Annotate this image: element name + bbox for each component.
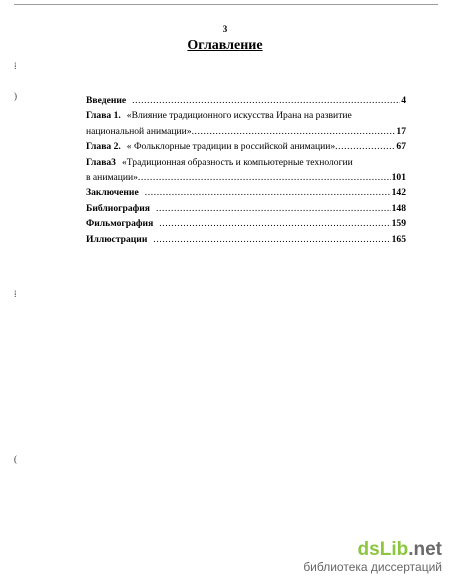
- toc-text: «Влияние традиционного искусства Ирана на развитие: [126, 110, 352, 122]
- toc-page-number: 165: [391, 233, 406, 245]
- toc-leader-dots: [335, 139, 395, 154]
- toc-label: Введение: [86, 95, 127, 106]
- toc-label: Глава 2.: [86, 141, 121, 153]
- toc-label: Фильмография: [86, 218, 154, 230]
- toc-leader-dots: [132, 93, 400, 108]
- toc-text: «Традиционная образность и компьютерные технологии: [121, 156, 353, 168]
- dslib-watermark[interactable]: [303, 540, 442, 574]
- toc-leader-dots: [159, 216, 390, 231]
- scan-artifact: ⁞: [14, 289, 17, 299]
- logo-subtitle: библиотека диссертаций: [303, 560, 442, 574]
- page-number: 3: [222, 24, 228, 34]
- table-of-contents: [86, 93, 406, 247]
- toc-entry-illustrations[interactable]: [86, 232, 406, 247]
- toc-entry-chapter-3-cont[interactable]: [86, 170, 406, 185]
- toc-page-number: 148: [391, 202, 406, 214]
- toc-entry-chapter-3[interactable]: [86, 155, 406, 170]
- logo-main: dsLib: [357, 539, 409, 560]
- toc-leader-dots: [145, 185, 391, 200]
- toc-label: Библиография: [86, 202, 150, 214]
- dslib-logo: [303, 540, 442, 560]
- toc-leader-dots: [138, 170, 391, 185]
- toc-text: национальной анимации»: [86, 125, 192, 137]
- scan-artifact: ⁞: [14, 61, 17, 71]
- scan-artifact: ): [14, 91, 17, 101]
- toc-label: Заключение: [86, 187, 139, 199]
- toc-entry-chapter-2[interactable]: [86, 139, 406, 154]
- toc-leader-dots: [156, 201, 391, 216]
- toc-page-number: 101: [391, 172, 406, 184]
- scan-artifact: (: [14, 454, 17, 464]
- toc-label: Глава 1.: [86, 110, 121, 122]
- logo-tld: .net: [408, 539, 442, 560]
- page-title: Оглавление: [187, 38, 263, 53]
- toc-entry-filmography[interactable]: [86, 216, 406, 231]
- toc-entry-bibliography[interactable]: [86, 201, 406, 216]
- toc-page-number: 159: [391, 218, 406, 230]
- toc-page-number: 4: [401, 95, 406, 106]
- toc-page-number: 17: [396, 125, 406, 137]
- toc-entry-chapter-1[interactable]: [86, 108, 406, 123]
- toc-entry-conclusion[interactable]: [86, 185, 406, 200]
- toc-entry-chapter-1-cont[interactable]: [86, 124, 406, 139]
- toc-page-number: 142: [391, 187, 406, 199]
- toc-page-number: 67: [396, 141, 406, 153]
- toc-leader-dots: [153, 232, 390, 247]
- toc-text: в анимации»: [86, 172, 138, 184]
- toc-label: Глава3: [86, 156, 116, 168]
- toc-leader-dots: [192, 124, 396, 139]
- toc-entry-introduction[interactable]: [86, 93, 406, 108]
- toc-label: Иллюстрации: [86, 233, 148, 245]
- scan-border-line: [14, 4, 438, 5]
- toc-text: « Фольклорные традиции в российской анимации»: [126, 141, 336, 153]
